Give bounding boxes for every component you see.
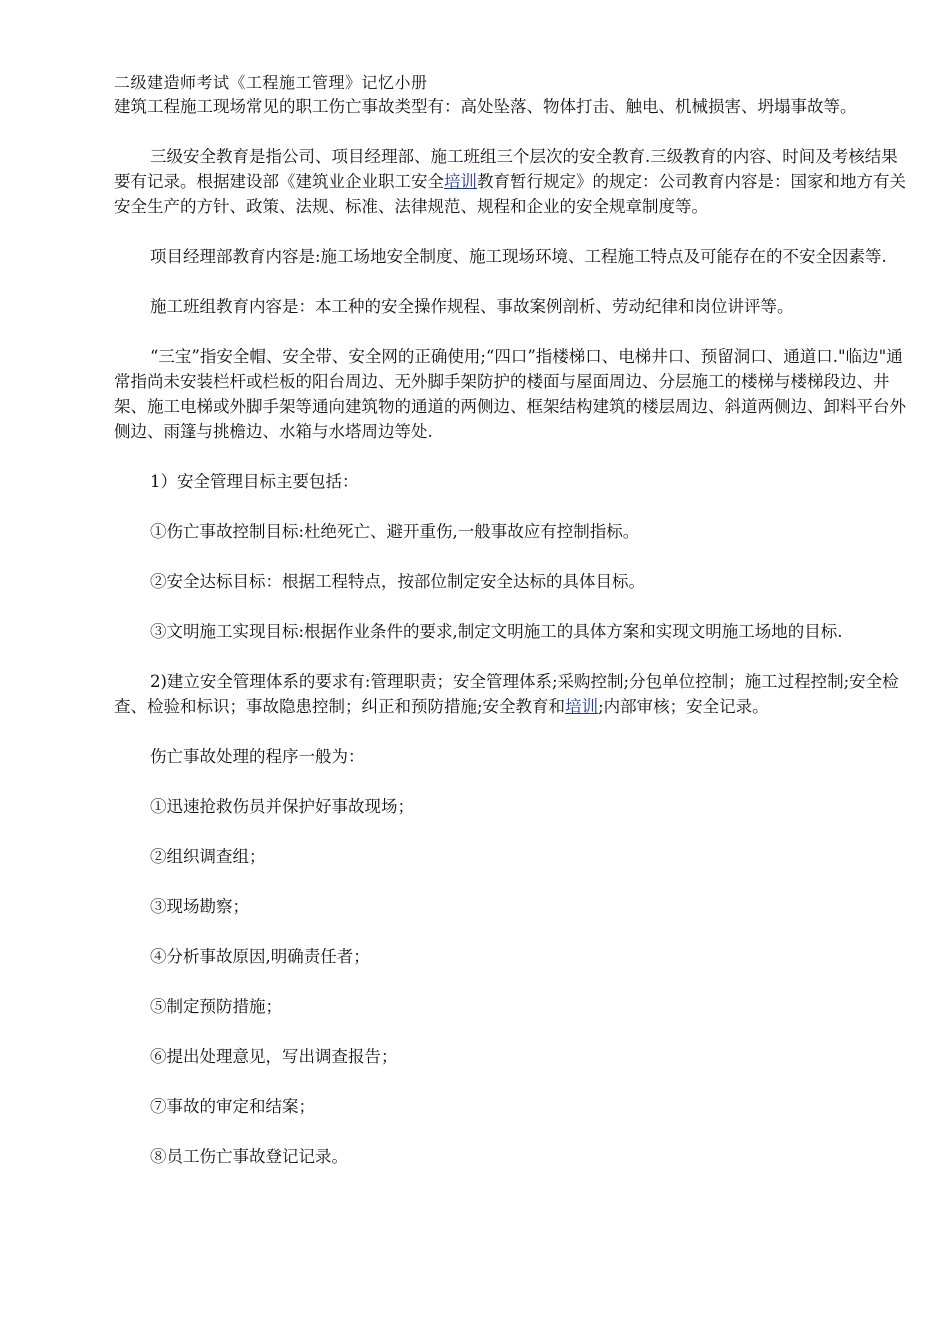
paragraph-procedure-heading: 伤亡事故处理的程序一般为： [150, 747, 365, 766]
list-item: ④分析事故原因,明确责任者； [150, 947, 370, 966]
paragraph-text: 教育暂行规定》的规定：公司教育内容是：国家和地方有关安全生产的方针、政策、法规、标准、法律规范、规程和企业的安全规章制度等。 [114, 172, 906, 216]
list-item: ①迅速抢救伤员并保护好事故现场； [150, 797, 414, 816]
paragraph-accident-types: 建筑工程施工现场常见的职工伤亡事故类型有：高处坠落、物体打击、触电、机械损害、坍塌事故等。 [114, 97, 857, 116]
paragraph-three-treasures: “三宝”指安全帽、安全带、安全网的正确使用;“四口”指楼梯口、电梯井口、预留洞口、通道口."临边"通常指尚未安装栏杆或栏板的阳台周边、无外脚手架防护的楼面与屋面周边、分层施工的楼梯与楼梯段边、井架、施工电梯或外脚手架等通向建筑物的通道的两侧边、框架结构建筑的楼层周边、斜道两侧边、卸料平台外侧边、雨篷与挑檐边、水箱与水塔周边等处. [114, 347, 906, 441]
document-page [114, 72, 914, 1169]
list-item: ⑥提出处理意见，写出调查报告； [150, 1047, 398, 1066]
list-item: ⑦事故的审定和结案； [150, 1097, 315, 1116]
list-item: ③现场勘察； [150, 897, 249, 916]
paragraph-three-level-education [114, 144, 914, 219]
paragraph-team-education: 施工班组教育内容是：本工种的安全操作规程、事故案例剖析、劳动纪律和岗位讲评等。 [150, 297, 794, 316]
list-item: ⑧员工伤亡事故登记记录。 [150, 1147, 348, 1166]
paragraph-safety-goals-heading: 1）安全管理目标主要包括： [150, 472, 359, 491]
paragraph-text: 三级安全教育是指公司、项目经理部、施工班组三个层次的安全教育.三级教育的内容、时间及考核结果要有记录。根据建设部《建筑业企业职工安全 [114, 147, 898, 191]
paragraph-text: 2)建立安全管理体系的要求有:管理职责；安全管理体系;采购控制;分包单位控制；施工过程控制;安全检查、检验和标识；事故隐患控制；纠正和预防措施;安全教育和 [114, 672, 899, 716]
training-link[interactable]: 培训 [444, 172, 477, 191]
training-link[interactable]: 培训 [565, 697, 599, 716]
document-header: 二级建造师考试《工程施工管理》记忆小册 [114, 73, 428, 92]
paragraph-goal-1: ①伤亡事故控制目标:杜绝死亡、避开重伤,一般事故应有控制指标。 [150, 522, 640, 541]
paragraph-goal-3: ③文明施工实现目标:根据作业条件的要求,制定文明施工的具体方案和实现文明施工场地的目标. [150, 622, 843, 641]
paragraph-text: ;内部审核；安全记录。 [598, 697, 769, 716]
paragraph-project-education: 项目经理部教育内容是:施工场地安全制度、施工现场环境、工程施工特点及可能存在的不安全因素等. [150, 247, 887, 266]
list-item: ②组织调查组； [150, 847, 266, 866]
list-item: ⑤制定预防措施； [150, 997, 282, 1016]
paragraph-management-system [114, 669, 914, 719]
paragraph-goal-2: ②安全达标目标：根据工程特点，按部位制定安全达标的具体目标。 [150, 572, 645, 591]
